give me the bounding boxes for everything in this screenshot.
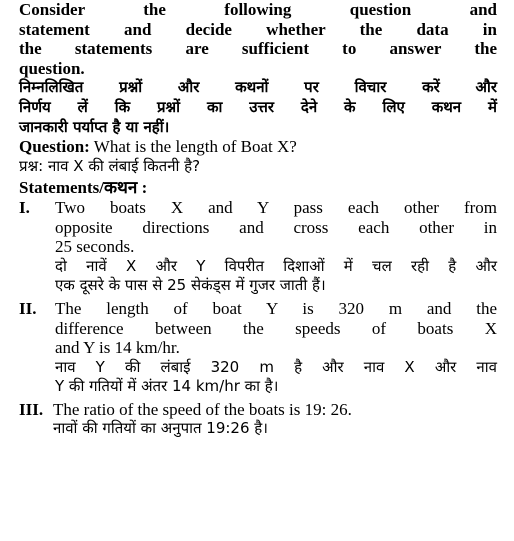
statement-hi-line: Y की गतियों में अंतर 14 km/hr का है।: [55, 377, 279, 396]
statement-number: III.: [19, 399, 44, 419]
question-hindi: प्रश्न: नाव X की लंबाई कितनी है?: [19, 156, 201, 175]
statement-en-line: The length of boat Y is 320 m and the: [55, 298, 497, 318]
statement-en-line: 25 seconds.: [55, 237, 135, 257]
question-document: [19, 0, 497, 439]
question-label: Question:: [19, 137, 90, 157]
statement-number: II.: [19, 298, 37, 318]
statement-item: [19, 299, 497, 397]
statement-en-line: opposite directions and cross each other in: [55, 217, 497, 237]
question-text: What is the length of Boat X?: [93, 137, 297, 157]
intro-hindi-line: जानकारी पर्याप्त है या नहीं।: [19, 117, 170, 136]
intro-hindi: [19, 78, 497, 137]
statement-hi-line: नाव Y की लंबाई 320 m है और नाव X और नाव: [55, 357, 497, 376]
statement-hi-line: एक दूसरे के पास से 25 सेकंड्स में गुजर जाती हैं।: [55, 276, 326, 295]
intro-hindi-line: निर्णय लें कि प्रश्नों का उत्तर देने के लिए कथन में: [19, 97, 497, 116]
question-line: [19, 137, 497, 157]
statement-number: I.: [19, 197, 30, 217]
intro-line: the statements are sufficient to answer the: [19, 39, 497, 59]
intro-line: question.: [19, 58, 85, 78]
statement-en-line: and Y is 14 km/hr.: [55, 338, 180, 358]
intro-hindi-line: निम्नलिखित प्रश्नों और कथनों पर विचार करें और: [19, 78, 497, 97]
intro-line: Consider the following question and: [19, 0, 497, 19]
statement-item: [19, 198, 497, 296]
statement-en-line: difference between the speeds of boats X: [55, 318, 497, 338]
intro-line: statement and decide whether the data in: [19, 19, 497, 39]
statement-hi-line: नावों की गतियों का अनुपात 19:26 है।: [53, 419, 268, 438]
statements-heading: Statements/कथन :: [19, 178, 148, 198]
intro-english: [19, 0, 497, 78]
statement-hi-line: दो नावें X और Y विपरीत दिशाओं में चल रही है और: [55, 256, 497, 275]
statement-en-line: The ratio of the speed of the boats is 19: 26.: [53, 399, 352, 419]
statement-item: [19, 400, 497, 439]
statement-en-line: Two boats X and Y pass each other from: [55, 197, 497, 217]
